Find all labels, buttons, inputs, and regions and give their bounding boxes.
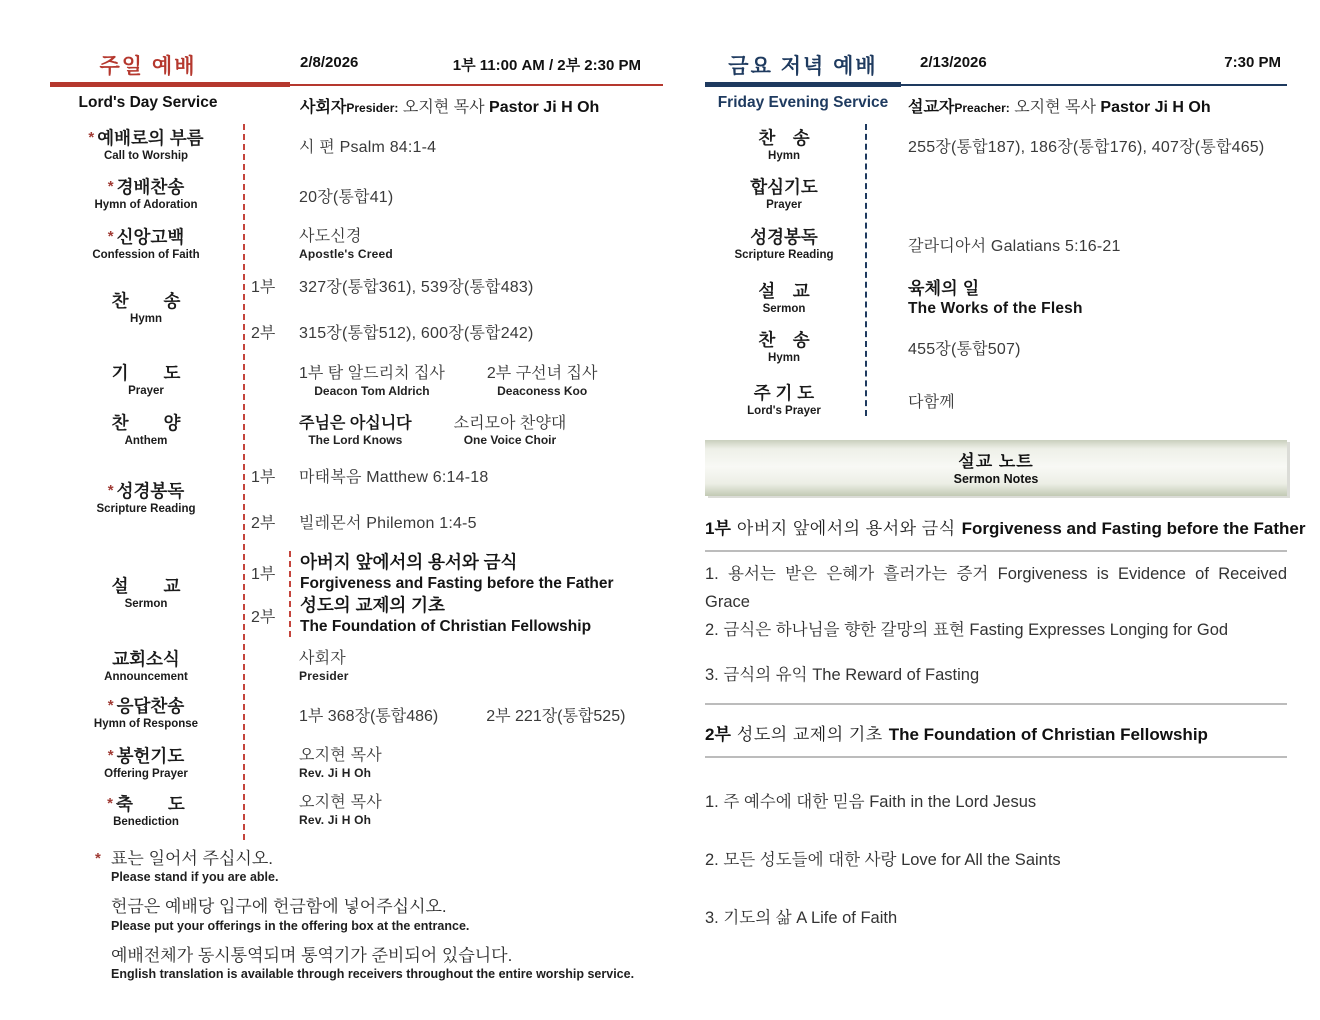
note-en: Please stand if you are able.	[111, 870, 279, 885]
row-label-en: Confession of Faith	[92, 248, 200, 261]
choir-name-en: One Voice Choir	[463, 433, 557, 447]
pair-ko: 2부 구선녀 집사	[486, 365, 598, 383]
stand-asterisk: *	[88, 129, 95, 146]
anthem-title-en: The Lord Knows	[308, 433, 403, 447]
row-label-ko: 찬 양	[111, 412, 181, 433]
row-label-en: Anthem	[124, 434, 168, 447]
pair-ko: 1부 탐 알드리치 집사	[299, 365, 445, 383]
presider-role-ko: 사회자	[300, 99, 347, 116]
row-label-en: Benediction	[113, 815, 179, 828]
note-line: 2. 금식은 하나님을 향한 갈망의 표현 Fasting Expresses Longing for God	[705, 621, 1229, 640]
sermon-notes-bar	[705, 440, 1287, 496]
row-sermon	[50, 551, 663, 637]
row-value: 시 편 Psalm 84:1-4	[299, 139, 437, 157]
pair-en: Deacon Tom Aldrich	[314, 383, 430, 398]
note-en: Please put your offerings in the offering box at the entrance.	[111, 918, 470, 933]
part-label: 2부	[251, 608, 276, 626]
row-value-en: Presider	[299, 668, 349, 683]
row-label-ko: 성경봉독	[116, 480, 185, 501]
stand-asterisk: *	[95, 850, 101, 868]
sunday-title-en: Lord's Day Service	[78, 94, 218, 111]
heading-en: Forgiveness and Fasting before the Father	[961, 519, 1306, 539]
presider-line	[300, 94, 599, 117]
row-hymn-of-adoration	[50, 177, 663, 212]
preacher-line	[908, 94, 1211, 117]
row-label-ko: 설 교	[758, 281, 810, 302]
section-divider	[705, 703, 1287, 705]
note-item	[95, 849, 663, 884]
row-sermon	[705, 278, 1287, 319]
part-label: 1부	[705, 519, 731, 539]
note-en: English translation is available through receivers throughout the entire worship service.	[111, 967, 635, 982]
row-value-part1: 1부 368장(통합486)	[299, 707, 439, 725]
sermon-notes-items-1	[705, 560, 1287, 689]
row-value: 갈라디아서 Galatians 5:16-21	[908, 237, 1121, 255]
row-hymn	[50, 274, 663, 343]
row-lords-prayer	[705, 383, 1287, 418]
sermon-title-en: The Works of the Flesh	[908, 300, 1083, 318]
row-label-en: Sermon	[762, 303, 806, 316]
row-label-ko: 경배찬송	[116, 177, 185, 198]
row-scripture-reading	[705, 227, 1287, 262]
part-value: 빌레몬서 Philemon 1:4-5	[299, 515, 477, 533]
stand-asterisk: *	[107, 481, 114, 499]
stand-asterisk: *	[107, 746, 114, 764]
sunday-service-panel	[50, 42, 663, 994]
friday-time: 7:30 PM	[1224, 54, 1281, 71]
row-label-ko: 주 기 도	[753, 382, 815, 403]
part-label: 1부	[251, 279, 276, 297]
row-label-en: Scripture Reading	[96, 502, 196, 515]
row-label-en: Scripture Reading	[734, 248, 834, 261]
heading-ko: 아버지 앞에서의 용서와 금식	[736, 519, 956, 539]
preacher-role-ko: 설교자	[908, 99, 955, 116]
row-hymn	[705, 330, 1287, 365]
part-value: 327장(통합361), 539장(통합483)	[299, 279, 534, 297]
row-label-ko: 응답찬송	[116, 696, 185, 717]
row-value-en: Rev. Ji H Oh	[299, 765, 372, 780]
friday-header-rule	[705, 84, 1287, 86]
row-value: 455장(통합507)	[908, 340, 1021, 358]
row-call-to-worship	[50, 128, 663, 163]
friday-date: 2/13/2026	[920, 54, 987, 71]
sermon-notes-heading-1	[705, 514, 1306, 539]
row-label-ko: 찬 송	[758, 128, 810, 148]
heading-ko: 성도의 교제의 기초	[736, 725, 883, 745]
choir-name-ko: 소리모아 찬양대	[453, 414, 567, 432]
sermon-title-ko: 아버지 앞에서의 용서와 금식	[300, 552, 518, 573]
row-label-en: Prayer	[766, 199, 802, 212]
bulletin-notes	[95, 849, 663, 981]
row-label-ko: 신앙고백	[116, 226, 185, 247]
sunday-header-rule	[50, 84, 663, 86]
friday-service-header	[705, 42, 1287, 118]
row-label-en: Announcement	[104, 670, 188, 683]
row-label-ko: 축 도	[116, 793, 185, 814]
part-value: 315장(통합512), 600장(통합242)	[299, 325, 534, 343]
row-value-part2: 2부 221장(통합525)	[486, 707, 626, 725]
row-label-en: Hymn	[768, 150, 800, 162]
row-value-ko: 사도신경	[299, 227, 362, 245]
row-label-ko: 합심기도	[750, 177, 818, 198]
note-item	[95, 897, 663, 932]
part-label: 1부	[251, 469, 276, 487]
part-label: 2부	[251, 515, 276, 533]
sermon-title-ko: 성도의 교제의 기초	[300, 594, 445, 615]
stand-asterisk: *	[107, 794, 114, 812]
row-label-en: Hymn of Response	[93, 718, 199, 731]
row-value-en: Rev. Ji H Oh	[299, 813, 372, 828]
row-label-en: Hymn	[130, 313, 162, 326]
sermon-notes-title-en: Sermon Notes	[953, 472, 1039, 487]
sermon-notes-heading-2	[705, 720, 1287, 745]
row-value-ko: 사회자	[299, 649, 346, 667]
row-label-en: Hymn	[768, 351, 800, 364]
part-label: 2부	[705, 725, 731, 745]
row-label-en: Hymn of Adoration	[94, 199, 198, 212]
section-divider	[705, 756, 1287, 758]
note-ko: 예배전체가 동시통역되며 통역기가 준비되어 있습니다.	[111, 945, 513, 965]
row-label-ko: 찬 송	[111, 291, 181, 312]
preacher-role-en: Preacher:	[954, 101, 1010, 115]
row-confession-of-faith	[50, 227, 663, 263]
sunday-date: 2/8/2026	[300, 54, 359, 71]
row-label-ko: 기 도	[111, 363, 181, 384]
pair-en: Deaconess Koo	[497, 383, 588, 398]
sermon-block	[251, 551, 614, 637]
sermon-notes-title-ko: 설교 노트	[958, 452, 1034, 472]
note-line: 3. 금식의 유익 The Reward of Fasting	[705, 666, 980, 685]
note-line: 2. 모든 성도들에 대한 사랑 Love for All the Saints	[705, 851, 1061, 870]
presider-name-ko: 오지현 목사	[402, 99, 485, 116]
row-label-en: Offering Prayer	[104, 767, 188, 780]
row-benediction	[50, 793, 663, 829]
row-value-ko: 오지현 목사	[299, 746, 382, 764]
friday-title-ko: 금요 저녁 예배	[728, 55, 878, 78]
row-value-ko: 오지현 목사	[299, 794, 382, 812]
friday-service-panel	[705, 42, 1306, 932]
row-label-ko: 교회소식	[112, 648, 180, 669]
preacher-name-ko: 오지현 목사	[1014, 99, 1096, 116]
note-ko: 헌금은 예배당 입구에 헌금함에 넣어주십시오.	[111, 897, 447, 917]
part-label: 1부	[251, 566, 276, 584]
row-value-en: Apostle's Creed	[299, 246, 393, 261]
friday-title-en: Friday Evening Service	[717, 94, 889, 111]
row-anthem	[50, 413, 663, 448]
sunday-title-ko: 주일 예배	[99, 55, 197, 78]
friday-service-order	[705, 118, 1287, 418]
row-value: 20장(통합41)	[299, 188, 394, 206]
row-label-ko: 예배로의 부름	[97, 128, 204, 148]
row-united-prayer	[705, 177, 1287, 212]
note-item	[95, 946, 663, 981]
row-label-ko: 봉헌기도	[116, 745, 185, 766]
presider-name-en: Pastor Ji H Oh	[489, 99, 600, 116]
row-announcement	[50, 649, 663, 685]
sermon-title-en: Forgiveness and Fasting before the Father	[300, 574, 614, 592]
preacher-name-en: Pastor Ji H Oh	[1100, 99, 1211, 116]
heading-en: The Foundation of Christian Fellowship	[888, 725, 1208, 745]
row-hymn	[705, 128, 1287, 163]
note-line: 1. 용서는 받은 은혜가 흘러가는 증거 Forgiveness is Evidence of Received Grace	[705, 565, 1287, 612]
row-offering-prayer	[50, 746, 663, 782]
friday-dashed-divider	[865, 124, 867, 416]
row-value: 255장(통합187), 186장(통합176), 407장(통합465)	[908, 139, 1265, 157]
note-line: 1. 주 예수에 대한 믿음 Faith in the Lord Jesus	[705, 793, 1037, 812]
sermon-title-en: The Foundation of Christian Fellowship	[300, 617, 592, 635]
sermon-title-ko: 육체의 일	[908, 279, 980, 299]
sermon-titles	[289, 551, 614, 637]
sunday-dashed-divider	[243, 124, 245, 840]
presider-role-en: Presider:	[346, 101, 399, 115]
row-label-en: Call to Worship	[103, 150, 189, 162]
row-label-ko: 찬 송	[758, 329, 810, 350]
sunday-service-order	[50, 118, 663, 829]
anthem-title-ko: 주님은 아십니다	[299, 414, 412, 432]
note-line: 3. 기도의 삶 A Life of Faith	[705, 909, 898, 928]
sunday-times: 1부 11:00 AM / 2부 2:30 PM	[452, 57, 641, 74]
sunday-service-header	[50, 42, 663, 118]
row-prayer	[50, 363, 663, 398]
row-label-en: Prayer	[128, 385, 164, 398]
row-label-ko: 성경봉독	[750, 226, 818, 247]
row-label-ko: 설 교	[111, 576, 181, 597]
part-value: 마태복음 Matthew 6:14-18	[299, 469, 489, 487]
stand-asterisk: *	[107, 227, 114, 245]
sermon-notes-items-2	[705, 788, 1287, 932]
row-scripture-reading	[50, 464, 663, 533]
row-label-en: Lord's Prayer	[747, 404, 821, 417]
row-label-en: Sermon	[124, 598, 168, 611]
stand-asterisk: *	[107, 697, 114, 715]
row-value: 다함께	[908, 394, 955, 412]
stand-asterisk: *	[107, 178, 114, 196]
part-label: 2부	[251, 325, 276, 343]
note-ko: 표는 일어서 주십시오.	[111, 849, 273, 869]
row-hymn-of-response	[50, 696, 663, 731]
section-divider	[705, 550, 1287, 552]
